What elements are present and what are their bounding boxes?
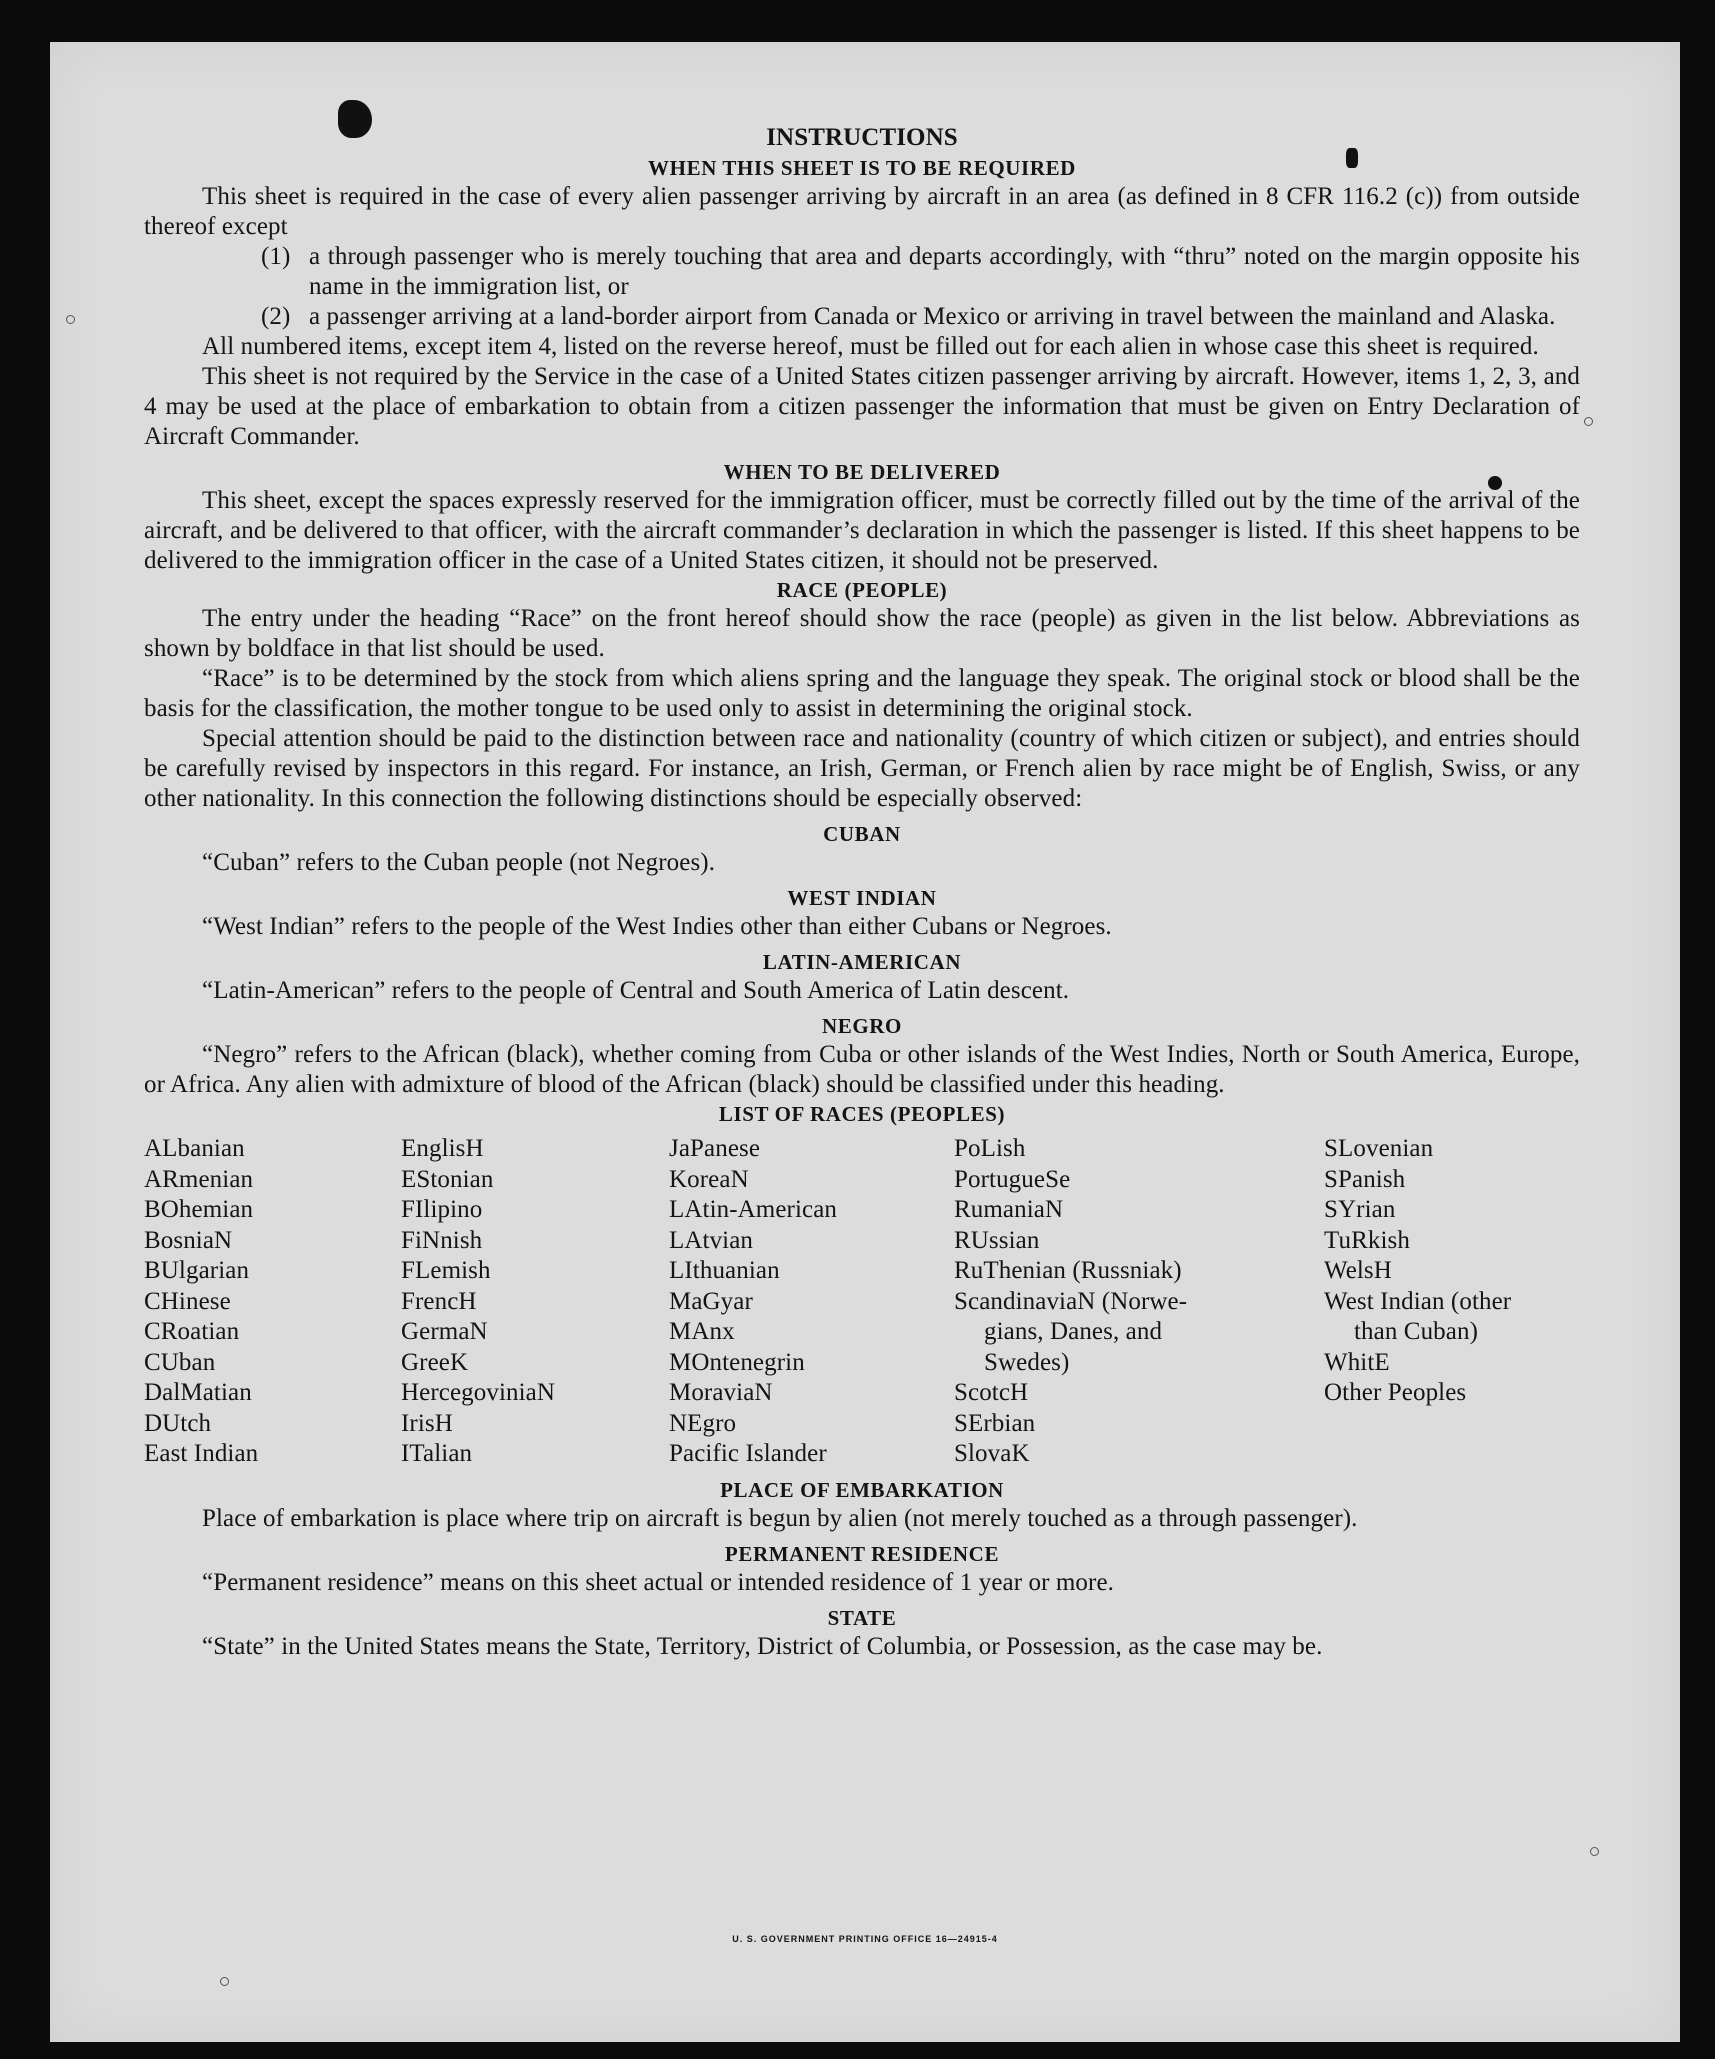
race-entry: RUssian — [954, 1226, 1040, 1254]
race-entry: CHinese — [144, 1287, 231, 1315]
race-entry: IrisH — [401, 1409, 453, 1437]
race-entry: PoLish — [954, 1135, 1026, 1162]
race-entry: MAnx — [669, 1318, 735, 1345]
race-list — [144, 1134, 1580, 1470]
paragraph: This sheet, except the spaces expressly reserved for the immigration officer, must be correctly filled out by the time of the arrival of the aircraft, and be delivered to that officer, with the aircraft commander’s declaration in which the passenger is listed. If this sheet happens to be delivered to the immigration officer in the case of a United States citizen, it should not be preserved. — [144, 487, 1580, 574]
paragraph: “Negro” refers to the African (black), whether coming from Cuba or other islands of the West Indies, North or South America, Europe, or Africa. Any alien with admixture of blood of the African (black) should be classified under this heading. — [144, 1041, 1580, 1098]
paragraph: “Permanent residence” means on this sheet actual or intended residence of 1 year or more. — [202, 1568, 1114, 1596]
section-heading-west-indian: WEST INDIAN — [787, 886, 937, 910]
race-entry: JaPanese — [669, 1135, 761, 1162]
paragraph: This sheet is not required by the Service in the case of a United States citizen passenger arriving by aircraft. However, items 1, 2, 3, and 4 may be used at the place of embarkation to obtain from a citizen passenger the information that must be given on Entry Declaration of Aircraft Commander. — [144, 363, 1580, 450]
race-entry: SPanish — [1324, 1165, 1406, 1193]
instructions-body — [144, 122, 1580, 1662]
race-entry: RuThenian (Russniak) — [954, 1257, 1182, 1284]
race-column — [144, 1134, 401, 1470]
race-column — [401, 1134, 669, 1470]
race-entry: MOntenegrin — [669, 1348, 805, 1376]
race-entry: BUlgarian — [144, 1257, 250, 1284]
list-item — [261, 242, 1580, 302]
race-entry: ALbanian — [144, 1135, 245, 1162]
section-heading-cuban: CUBAN — [823, 822, 901, 846]
race-entry: ITalian — [401, 1440, 473, 1467]
race-entry: FiNnish — [401, 1226, 483, 1254]
race-entry: LAtin-American — [669, 1196, 838, 1223]
race-column — [1324, 1134, 1580, 1470]
section-heading-negro: NEGRO — [821, 1014, 902, 1038]
race-column — [669, 1134, 954, 1470]
race-entry: Other Peoples — [1324, 1379, 1467, 1406]
paragraph: Place of embarkation is place where trip on aircraft is begun by alien (not merely touched as a through passenger). — [202, 1504, 1358, 1532]
race-entry: East Indian — [144, 1440, 259, 1467]
race-entry: SErbian — [954, 1409, 1036, 1437]
race-entry: WhitE — [1324, 1348, 1390, 1376]
section-heading-race: RACE (PEOPLE) — [776, 578, 948, 602]
race-entry: SLovenian — [1324, 1135, 1434, 1162]
race-entry: HercegoviniaN — [401, 1379, 556, 1406]
item-text: a through passenger who is merely touching that area and departs accordingly, with “thru” noted on the margin opposite his name in the immigration list, or — [309, 243, 1580, 300]
race-entry: WelsH — [1324, 1257, 1392, 1284]
race-entry: GermaN — [401, 1318, 488, 1345]
race-entry: MaGyar — [669, 1287, 753, 1315]
section-heading-when-required: WHEN THIS SHEET IS TO BE REQUIRED — [648, 156, 1076, 180]
paragraph: “Cuban” refers to the Cuban people (not Negroes). — [202, 849, 716, 876]
paragraph: “State” in the United States means the State, Territory, District of Columbia, or Possession, as the case may be. — [202, 1632, 1323, 1660]
race-entry: CRoatian — [144, 1318, 240, 1345]
paragraph: “West Indian” refers to the people of the West Indies other than either Cubans or Negroes. — [202, 913, 1112, 940]
race-entry-continued: gians, Danes, and — [984, 1318, 1163, 1345]
punch-mark — [1584, 417, 1593, 426]
punch-mark — [220, 1977, 229, 1986]
race-entry: LAtvian — [669, 1226, 754, 1254]
section-heading-list-of-races: LIST OF RACES (PEOPLES) — [718, 1102, 1006, 1126]
item-number: (2) — [261, 303, 291, 330]
section-heading-permanent-residence: PERMANENT RESIDENCE — [724, 1541, 1000, 1566]
race-entry: FIlipino — [401, 1196, 483, 1223]
race-entry: DUtch — [144, 1409, 212, 1437]
race-entry: SlovaK — [954, 1440, 1030, 1467]
race-entry: ScotcH — [954, 1379, 1029, 1406]
race-entry: SYrian — [1324, 1196, 1396, 1223]
race-entry: TuRkish — [1324, 1226, 1410, 1254]
section-heading-embarkation: PLACE OF EMBARKATION — [720, 1477, 1004, 1502]
paragraph: This sheet is required in the case of every alien passenger arriving by aircraft in an area (as defined in 8 CFR 116.2 (c)) from outside thereof except — [144, 183, 1580, 240]
document-page — [50, 42, 1680, 2042]
race-entry: PortugueSe — [954, 1165, 1071, 1193]
paragraph: The entry under the heading “Race” on the front hereof should show the race (people) as given in the list below. Abbreviations as shown by boldface in that list should be used. — [144, 605, 1580, 662]
paragraph: “Race” is to be determined by the stock from which aliens spring and the language they speak. The original stock or blood shall be the basis for the classification, the mother tongue to be used only to assist in determining the original stock. — [144, 665, 1580, 722]
race-entry: MoraviaN — [669, 1379, 773, 1406]
item-number: (1) — [261, 243, 291, 270]
race-entry: KoreaN — [669, 1165, 749, 1193]
race-entry: CUban — [144, 1348, 216, 1376]
race-entry: RumaniaN — [954, 1196, 1064, 1223]
section-heading-when-delivered: WHEN TO BE DELIVERED — [723, 460, 1001, 484]
race-entry: BosniaN — [144, 1226, 233, 1254]
race-entry: BOhemian — [144, 1196, 254, 1223]
race-entry: EStonian — [401, 1165, 494, 1193]
race-entry: Pacific Islander — [669, 1440, 827, 1467]
punch-mark — [1590, 1847, 1599, 1856]
printer-imprint: U. S. GOVERNMENT PRINTING OFFICE 16—24915-4 — [732, 1934, 998, 1944]
section-heading-latin-american: LATIN-AMERICAN — [762, 950, 962, 974]
race-entry: DalMatian — [144, 1379, 252, 1406]
race-entry: LIthuanian — [669, 1257, 780, 1284]
paragraph: Special attention should be paid to the distinction between race and nationality (country of which citizen or subject), and entries should be carefully revised by inspectors in this regard. For instance, an Irish, German, or French alien by race might be of English, Swiss, or any other nationality. In this connection the following distinctions should be especially observed: — [144, 725, 1580, 812]
race-column — [954, 1134, 1324, 1470]
paragraph: “Latin-American” refers to the people of Central and South America of Latin descent. — [202, 977, 1070, 1004]
punch-mark — [66, 315, 75, 324]
race-entry: FrencH — [401, 1287, 477, 1315]
race-entry-continued: Swedes) — [984, 1348, 1070, 1376]
section-heading-state: STATE — [827, 1605, 897, 1630]
paragraph: All numbered items, except item 4, listed on the reverse hereof, must be filled out for each alien in whose case this sheet is required. — [202, 333, 1539, 360]
race-entry: GreeK — [401, 1348, 469, 1376]
list-item — [261, 302, 1580, 332]
race-entry: FLemish — [401, 1257, 491, 1284]
page-title: INSTRUCTIONS — [766, 124, 958, 151]
race-entry: EnglisH — [401, 1135, 484, 1162]
race-entry-continued: than Cuban) — [1354, 1318, 1478, 1345]
race-entry: NEgro — [669, 1409, 737, 1437]
race-entry: ARmenian — [144, 1165, 254, 1193]
race-entry: ScandinaviaN (Norwe- — [954, 1287, 1188, 1315]
race-entry: West Indian (other — [1324, 1287, 1512, 1315]
item-text: a passenger arriving at a land-border airport from Canada or Mexico or arriving in travel between the mainland and Alaska. — [309, 303, 1556, 330]
